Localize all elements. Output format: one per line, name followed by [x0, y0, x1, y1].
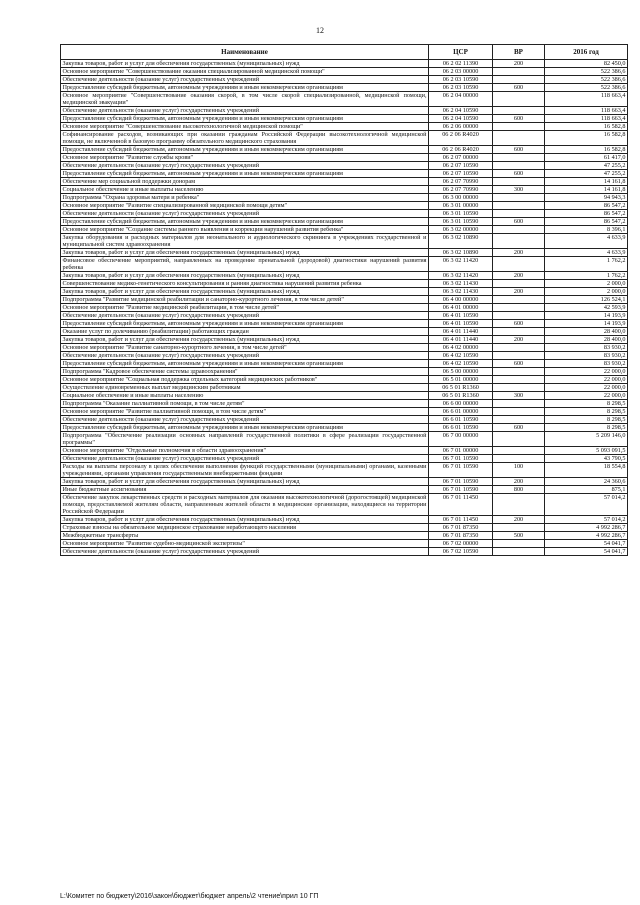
cell-amount: 14 193,9 — [545, 320, 628, 328]
cell-amount: 14 161,8 — [545, 186, 628, 194]
cell-vr: 200 — [493, 336, 545, 344]
cell-csr: 06 3 02 11430 — [429, 288, 493, 296]
cell-amount: 2 000,0 — [545, 280, 628, 288]
cell-vr — [493, 154, 545, 162]
table-row — [61, 76, 628, 84]
cell-amount: 22 000,0 — [545, 384, 628, 392]
cell-csr: 06 2 03 10590 — [429, 76, 493, 84]
table-row — [61, 384, 628, 392]
cell-name: Предоставление субсидий бюджетным, автономным учреждениям и иным некоммерческим организациям — [61, 320, 429, 328]
cell-amount: 4 633,9 — [545, 234, 628, 249]
table-row — [61, 234, 628, 249]
cell-vr — [493, 257, 545, 272]
cell-name: Обеспечение деятельности (оказание услуг) государственных учреждений — [61, 352, 429, 360]
cell-csr: 06 2 07 10590 — [429, 170, 493, 178]
cell-vr — [493, 312, 545, 320]
table-header-row — [61, 45, 628, 60]
cell-csr: 06 2 06 00000 — [429, 123, 493, 131]
cell-name: Закупка товаров, работ и услуг для обеспечения государственных (муниципальных) нужд — [61, 288, 429, 296]
cell-csr: 06 7 01 10590 — [429, 486, 493, 494]
cell-name: Подпрограмма "Охрана здоровья матери и ребенка" — [61, 194, 429, 202]
cell-name: Предоставление субсидий бюджетным, автономным учреждениям и иным некоммерческим организациям — [61, 424, 429, 432]
cell-name: Предоставление субсидий бюджетным, автономным учреждениям и иным некоммерческим организациям — [61, 146, 429, 154]
cell-amount: 57 014,2 — [545, 516, 628, 524]
cell-csr: 06 7 00 00000 — [429, 432, 493, 447]
cell-name: Софинансирование расходов, возникающих при оказании гражданам Российской Федерации высокотехнологичной медицинской помощи, не включенной в базовую программу обязательного медицинского страхования — [62, 131, 427, 145]
cell-amount: 83 930,2 — [545, 344, 628, 352]
cell-csr: 06 3 02 11420 — [429, 257, 493, 272]
cell-name: Социальное обеспечение и иные выплаты населению — [61, 186, 429, 194]
cell-name: Предоставление субсидий бюджетным, автономным учреждениям и иным некоммерческим организациям — [61, 84, 429, 92]
cell-csr: 06 4 01 00000 — [429, 304, 493, 312]
cell-csr: 06 7 01 11450 — [429, 494, 493, 516]
cell-amount: 57 014,2 — [545, 494, 628, 516]
table-row — [61, 368, 628, 376]
header-csr: ЦСР — [429, 45, 493, 60]
cell-name: Основное мероприятие "Развитие судебно-медицинской экспертизы" — [61, 540, 429, 548]
cell-name: Закупка товаров, работ и услуг для обеспечения государственных (муниципальных) нужд — [61, 249, 429, 257]
cell-vr — [493, 455, 545, 463]
cell-vr — [493, 202, 545, 210]
table-row — [61, 280, 628, 288]
cell-csr: 06 3 01 10590 — [429, 218, 493, 226]
cell-name: Иные бюджетные ассигнования — [61, 486, 429, 494]
cell-csr: 06 5 01 R1360 — [429, 392, 493, 400]
cell-vr — [493, 280, 545, 288]
cell-csr: 06 6 01 00000 — [429, 408, 493, 416]
table-row — [61, 432, 628, 447]
cell-amount: 22 000,0 — [545, 376, 628, 384]
cell-vr — [493, 178, 545, 186]
table-row — [61, 154, 628, 162]
table-row — [61, 178, 628, 186]
cell-vr — [493, 432, 545, 447]
cell-csr: 06 7 01 10590 — [429, 455, 493, 463]
cell-name: Обеспечение деятельности (оказание услуг) государственных учреждений — [61, 107, 429, 115]
cell-csr: 06 3 02 10890 — [429, 234, 493, 249]
cell-csr: 06 7 01 10590 — [429, 463, 493, 478]
cell-amount: 16 582,8 — [545, 131, 628, 146]
table-row — [61, 146, 628, 154]
cell-csr: 06 2 07 10590 — [429, 162, 493, 170]
cell-name: Финансовое обеспечение мероприятий, направленных на проведение пренатальной (дородовой) диагностики нарушений развития ребенка — [62, 257, 427, 271]
table-row — [61, 416, 628, 424]
cell-csr: 06 2 04 10590 — [429, 107, 493, 115]
cell-amount: 28 400,0 — [545, 336, 628, 344]
cell-vr: 600 — [493, 146, 545, 154]
cell-csr: 06 2 06 R4020 — [429, 131, 493, 146]
cell-amount: 14 161,8 — [545, 178, 628, 186]
footer-file-path: L:\Комитет по бюджету\2016\закон\бюджет\бюджет апрель\2 чтение\прил 10 ГП — [60, 893, 319, 900]
cell-amount: 1 762,2 — [545, 272, 628, 280]
cell-vr — [493, 416, 545, 424]
cell-name: Подпрограмма "Обеспечение реализации основных направлений государственной политики в сфере реализации государственной программы" — [62, 432, 427, 446]
cell-csr: 06 2 02 11390 — [429, 60, 493, 68]
cell-amount: 118 663,4 — [545, 115, 628, 123]
cell-csr: 06 5 00 00000 — [429, 368, 493, 376]
cell-vr: 500 — [493, 532, 545, 540]
cell-csr: 06 3 02 11430 — [429, 280, 493, 288]
table-row — [61, 186, 628, 194]
cell-name: Обеспечение деятельности (оказание услуг) государственных учреждений — [61, 210, 429, 218]
cell-csr: 06 2 04 00000 — [429, 92, 493, 107]
cell-name: Подпрограмма "Кадровое обеспечение системы здравоохранения" — [61, 368, 429, 376]
cell-csr: 06 2 07 70990 — [429, 186, 493, 194]
cell-amount: 4 633,9 — [545, 249, 628, 257]
cell-name: Обеспечение деятельности (оказание услуг) государственных учреждений — [61, 162, 429, 170]
cell-csr: 06 4 01 11440 — [429, 336, 493, 344]
cell-amount: 522 386,6 — [545, 68, 628, 76]
cell-amount: 47 255,2 — [545, 170, 628, 178]
cell-vr: 200 — [493, 249, 545, 257]
cell-vr — [493, 408, 545, 416]
cell-csr: 06 4 01 10590 — [429, 312, 493, 320]
cell-vr: 600 — [493, 115, 545, 123]
cell-csr: 06 2 07 00000 — [429, 154, 493, 162]
cell-name: Основное мероприятие "Развитие специализированной медицинской помощи детям" — [61, 202, 429, 210]
cell-name: Расходы на выплаты персоналу в целях обеспечения выполнения функций государственными (муниципальными) органами, казенными учреждениями, органами управления государственными внебюджетными фондами — [62, 463, 427, 477]
cell-vr — [493, 304, 545, 312]
cell-csr: 06 5 01 00000 — [429, 376, 493, 384]
cell-amount: 83 930,2 — [545, 352, 628, 360]
cell-csr: 06 6 01 10590 — [429, 424, 493, 432]
cell-name: Обеспечение деятельности (оказание услуг) государственных учреждений — [61, 416, 429, 424]
table-row — [61, 296, 628, 304]
table-row — [61, 320, 628, 328]
cell-amount: 875,1 — [545, 486, 628, 494]
cell-amount: 5 093 091,5 — [545, 447, 628, 455]
cell-amount: 16 582,8 — [545, 123, 628, 131]
table-row — [61, 202, 628, 210]
cell-csr: 06 7 02 10590 — [429, 548, 493, 556]
table-row — [61, 548, 628, 556]
cell-amount: 126 524,1 — [545, 296, 628, 304]
cell-csr: 06 3 02 10890 — [429, 249, 493, 257]
cell-name: Основное мероприятие "Развитие санаторно-курортного лечения, в том числе детей" — [61, 344, 429, 352]
table-row — [61, 463, 628, 478]
table-row — [61, 455, 628, 463]
table-row — [61, 170, 628, 178]
cell-vr — [493, 68, 545, 76]
cell-amount: 86 547,2 — [545, 202, 628, 210]
cell-csr: 06 4 02 00000 — [429, 344, 493, 352]
table-row — [61, 272, 628, 280]
cell-csr: 06 3 02 00000 — [429, 226, 493, 234]
cell-amount: 8 396,1 — [545, 226, 628, 234]
table-row — [61, 336, 628, 344]
cell-name: Подпрограмма "Развитие медицинской реабилитации и санаторно-курортного лечения, в том числе детей" — [61, 296, 429, 304]
cell-vr: 800 — [493, 486, 545, 494]
cell-vr: 600 — [493, 218, 545, 226]
cell-csr: 06 3 01 10590 — [429, 210, 493, 218]
cell-amount: 86 547,2 — [545, 210, 628, 218]
cell-name: Предоставление субсидий бюджетным, автономным учреждениям и иным некоммерческим организациям — [61, 115, 429, 123]
cell-amount: 8 298,5 — [545, 416, 628, 424]
cell-vr — [493, 107, 545, 115]
cell-name: Основное мероприятие "Совершенствование оказания скорой, в том числе скорой специализированной, медицинской помощи, медицинской эвакуации" — [62, 92, 427, 106]
table-row — [61, 486, 628, 494]
cell-vr: 100 — [493, 463, 545, 478]
cell-vr — [493, 226, 545, 234]
cell-vr: 300 — [493, 392, 545, 400]
table-row — [61, 424, 628, 432]
cell-amount: 43 790,5 — [545, 455, 628, 463]
cell-amount: 54 041,7 — [545, 548, 628, 556]
cell-vr: 200 — [493, 272, 545, 280]
cell-amount: 522 386,6 — [545, 84, 628, 92]
table-row — [61, 115, 628, 123]
cell-name: Обеспечение деятельности (оказание услуг) государственных учреждений — [61, 455, 429, 463]
table-row — [61, 540, 628, 548]
cell-vr — [493, 344, 545, 352]
table-row — [61, 92, 628, 107]
cell-vr — [493, 376, 545, 384]
table-row — [61, 107, 628, 115]
cell-csr: 06 4 02 10590 — [429, 352, 493, 360]
cell-vr: 200 — [493, 516, 545, 524]
cell-csr: 06 7 02 00000 — [429, 540, 493, 548]
cell-vr — [493, 400, 545, 408]
table-row — [61, 304, 628, 312]
cell-amount: 83 930,2 — [545, 360, 628, 368]
cell-amount: 54 041,7 — [545, 540, 628, 548]
table-row — [61, 360, 628, 368]
cell-name: Закупка товаров, работ и услуг для обеспечения государственных (муниципальных) нужд — [61, 478, 429, 486]
table-row — [61, 408, 628, 416]
table-row — [61, 162, 628, 170]
cell-vr — [493, 328, 545, 336]
cell-name: Совершенствование медико-генетического консультирования и ранняя диагностика нарушений развития ребенка — [61, 280, 429, 288]
cell-csr: 06 3 02 11420 — [429, 272, 493, 280]
cell-name: Обеспечение мер социальной поддержки донорам — [61, 178, 429, 186]
cell-name: Обеспечение деятельности (оказание услуг) государственных учреждений — [61, 76, 429, 84]
cell-csr: 06 7 01 10590 — [429, 478, 493, 486]
table-row — [61, 392, 628, 400]
cell-vr: 300 — [493, 186, 545, 194]
cell-amount: 22 000,0 — [545, 392, 628, 400]
cell-name: Подпрограмма "Оказание паллиативной помощи, в том числе детям" — [61, 400, 429, 408]
cell-amount: 522 386,6 — [545, 76, 628, 84]
cell-csr: 06 2 03 00000 — [429, 68, 493, 76]
cell-name: Основное мероприятие "Совершенствование высокотехнологичной медицинской помощи" — [61, 123, 429, 131]
cell-amount: 28 400,0 — [545, 328, 628, 336]
cell-vr: 600 — [493, 424, 545, 432]
cell-name: Предоставление субсидий бюджетным, автономным учреждениям и иным некоммерческим организациям — [61, 218, 429, 226]
table-row — [61, 68, 628, 76]
cell-vr — [493, 123, 545, 131]
cell-vr: 200 — [493, 478, 545, 486]
cell-csr: 06 6 01 10590 — [429, 416, 493, 424]
table-row — [61, 257, 628, 272]
cell-amount: 82 450,0 — [545, 60, 628, 68]
cell-csr: 06 7 01 11450 — [429, 516, 493, 524]
cell-csr: 06 4 01 10590 — [429, 320, 493, 328]
table-row — [61, 312, 628, 320]
cell-csr: 06 2 03 10590 — [429, 84, 493, 92]
cell-vr: 600 — [493, 360, 545, 368]
header-vr: ВР — [493, 45, 545, 60]
cell-amount: 4 992 286,7 — [545, 524, 628, 532]
cell-vr: 200 — [493, 60, 545, 68]
table-row — [61, 532, 628, 540]
cell-name: Оказание услуг по долечиванию (реабилитации) работающих граждан — [61, 328, 429, 336]
cell-amount: 42 593,9 — [545, 304, 628, 312]
table-row — [61, 131, 628, 146]
table-row — [61, 328, 628, 336]
cell-csr: 06 3 00 00000 — [429, 194, 493, 202]
cell-name: Закупка товаров, работ и услуг для обеспечения государственных (муниципальных) нужд — [61, 272, 429, 280]
cell-amount: 5 209 146,0 — [545, 432, 628, 447]
cell-csr: 06 4 01 11440 — [429, 328, 493, 336]
cell-csr: 06 4 02 10590 — [429, 360, 493, 368]
cell-vr: 600 — [493, 320, 545, 328]
table-row — [61, 524, 628, 532]
cell-vr — [493, 368, 545, 376]
cell-amount: 4 992 286,7 — [545, 532, 628, 540]
cell-name: Осуществление единовременных выплат медицинским работникам — [61, 384, 429, 392]
table-row — [61, 478, 628, 486]
cell-vr — [493, 234, 545, 249]
table-row — [61, 123, 628, 131]
cell-amount: 118 663,4 — [545, 107, 628, 115]
cell-csr: 06 2 06 R4020 — [429, 146, 493, 154]
cell-amount: 16 582,8 — [545, 146, 628, 154]
table-row — [61, 218, 628, 226]
cell-vr — [493, 524, 545, 532]
cell-vr: 600 — [493, 170, 545, 178]
cell-vr — [493, 162, 545, 170]
cell-vr — [493, 194, 545, 202]
cell-vr — [493, 76, 545, 84]
cell-vr — [493, 384, 545, 392]
cell-amount: 86 547,2 — [545, 218, 628, 226]
header-amount: 2016 год — [545, 45, 628, 60]
cell-name: Основное мероприятие "Социальная поддержка отдельных категорий медицинских работников" — [61, 376, 429, 384]
page-number: 12 — [316, 26, 324, 35]
cell-csr: 06 7 01 87350 — [429, 524, 493, 532]
table-row — [61, 352, 628, 360]
cell-amount: 22 000,0 — [545, 368, 628, 376]
cell-csr: 06 7 01 87350 — [429, 532, 493, 540]
table-row — [61, 344, 628, 352]
cell-amount: 14 193,9 — [545, 312, 628, 320]
cell-csr: 06 2 04 10590 — [429, 115, 493, 123]
table-row — [61, 194, 628, 202]
cell-csr: 06 5 01 R1360 — [429, 384, 493, 392]
cell-name: Основное мероприятие "Отдельные полномочия в области здравоохранения" — [61, 447, 429, 455]
table-row — [61, 494, 628, 516]
cell-vr — [493, 447, 545, 455]
cell-vr — [493, 296, 545, 304]
table-row — [61, 376, 628, 384]
cell-name: Обеспечение деятельности (оказание услуг) государственных учреждений — [61, 548, 429, 556]
cell-name: Закупка оборудования и расходных материалов для неонатального и аудиологического скрининга в учреждениях государственной и муниципальной систем здравоохранения — [62, 234, 427, 248]
budget-table — [60, 44, 628, 556]
cell-amount: 1 762,2 — [545, 257, 628, 272]
cell-amount: 24 360,6 — [545, 478, 628, 486]
cell-name: Обеспечение закупок лекарственных средств и расходных материалов для оказания высокотехнологичной (дорогостоящей) медицинской помощи, предоставляемой жителям области, направленным жителей области в медицинские организации, находящиеся на территории Российской Федерации — [62, 494, 427, 515]
header-name: Наименование — [61, 45, 429, 60]
cell-vr — [493, 210, 545, 218]
cell-amount: 2 000,0 — [545, 288, 628, 296]
cell-vr: 200 — [493, 288, 545, 296]
cell-name: Предоставление субсидий бюджетным, автономным учреждениям и иным некоммерческим организациям — [61, 360, 429, 368]
cell-amount: 47 255,2 — [545, 162, 628, 170]
cell-name: Социальное обеспечение и иные выплаты населению — [61, 392, 429, 400]
cell-name: Основное мероприятие "Создание системы раннего выявления и коррекции нарушений развития ребенка" — [61, 226, 429, 234]
cell-amount: 8 298,5 — [545, 424, 628, 432]
cell-name: Закупка товаров, работ и услуг для обеспечения государственных (муниципальных) нужд — [61, 516, 429, 524]
cell-name: Основное мероприятие "Развитие службы крови" — [61, 154, 429, 162]
cell-amount: 94 943,3 — [545, 194, 628, 202]
cell-csr: 06 2 07 70990 — [429, 178, 493, 186]
cell-vr — [493, 131, 545, 146]
table-body — [61, 60, 628, 556]
cell-vr — [493, 540, 545, 548]
cell-name: Обеспечение деятельности (оказание услуг) государственных учреждений — [61, 312, 429, 320]
cell-name: Страховые взносы на обязательное медицинское страхование неработающего населения — [61, 524, 429, 532]
cell-vr — [493, 92, 545, 107]
cell-amount: 61 417,0 — [545, 154, 628, 162]
cell-vr — [493, 352, 545, 360]
cell-vr — [493, 494, 545, 516]
cell-name: Основное мероприятие "Развитие паллиативной помощи, в том числе детям" — [61, 408, 429, 416]
cell-name: Предоставление субсидий бюджетным, автономным учреждениям и иным некоммерческим организациям — [61, 170, 429, 178]
table-row — [61, 60, 628, 68]
cell-name: Закупка товаров, работ и услуг для обеспечения государственных (муниципальных) нужд — [61, 60, 429, 68]
table-row — [61, 447, 628, 455]
cell-amount: 8 298,5 — [545, 400, 628, 408]
cell-vr — [493, 548, 545, 556]
table-row — [61, 249, 628, 257]
table-row — [61, 288, 628, 296]
cell-csr: 06 4 00 00000 — [429, 296, 493, 304]
table-row — [61, 84, 628, 92]
cell-name: Межбюджетные трансферты — [61, 532, 429, 540]
cell-csr: 06 3 01 00000 — [429, 202, 493, 210]
cell-csr: 06 7 01 00000 — [429, 447, 493, 455]
table-row — [61, 400, 628, 408]
table-row — [61, 226, 628, 234]
table-row — [61, 210, 628, 218]
cell-amount: 8 298,5 — [545, 408, 628, 416]
cell-name: Закупка товаров, работ и услуг для обеспечения государственных (муниципальных) нужд — [61, 336, 429, 344]
table-row — [61, 516, 628, 524]
cell-name: Основное мероприятие "Совершенствование оказания специализированной медицинской помощи" — [61, 68, 429, 76]
cell-name: Основное мероприятие "Развитие медицинской реабилитации, в том числе детей" — [61, 304, 429, 312]
cell-amount: 18 554,8 — [545, 463, 628, 478]
cell-vr: 600 — [493, 84, 545, 92]
cell-csr: 06 6 00 00000 — [429, 400, 493, 408]
cell-amount: 118 663,4 — [545, 92, 628, 107]
